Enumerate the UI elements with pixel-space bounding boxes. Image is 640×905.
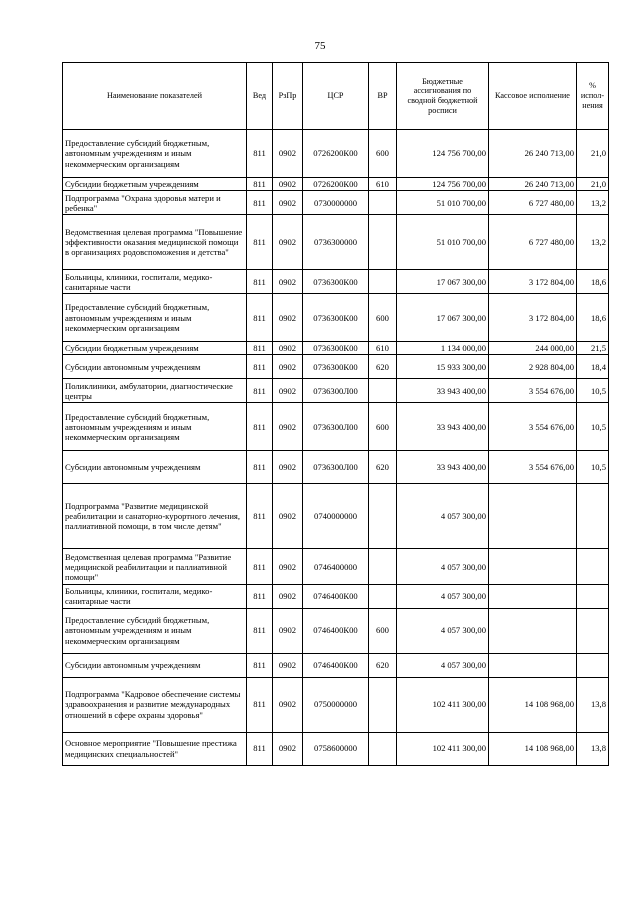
table-row xyxy=(63,342,609,355)
cell-name: Больницы, клиники, госпитали, медико-санитарные части xyxy=(63,270,247,294)
cell-name: Подпрограмма "Охрана здоровья матери и ребенка" xyxy=(63,191,247,215)
table-row xyxy=(63,355,609,379)
cell-csr: 0736300К00 xyxy=(303,355,369,379)
cell-rzpr: 0902 xyxy=(273,585,303,608)
cell-csr: 0746400К00 xyxy=(303,653,369,677)
cell-vr: 600 xyxy=(369,294,397,342)
cell-csr: 0746400000 xyxy=(303,549,369,585)
cell-vr: 620 xyxy=(369,451,397,484)
header-csr: ЦСР xyxy=(303,63,369,130)
header-vr: ВР xyxy=(369,63,397,130)
table-row xyxy=(63,270,609,294)
cell-name: Субсидии автономным учреждениям xyxy=(63,355,247,379)
table-row xyxy=(63,585,609,608)
cell-ved: 811 xyxy=(247,403,273,451)
cell-csr: 0736300Л00 xyxy=(303,403,369,451)
cell-cash xyxy=(489,608,577,653)
table-row xyxy=(63,191,609,215)
table-row xyxy=(63,484,609,549)
cell-vr xyxy=(369,379,397,403)
cell-pct: 21,0 xyxy=(577,130,609,178)
cell-rzpr: 0902 xyxy=(273,379,303,403)
cell-cash: 14 108 968,00 xyxy=(489,732,577,765)
cell-assign: 33 943 400,00 xyxy=(397,379,489,403)
cell-pct: 13,8 xyxy=(577,677,609,732)
cell-assign: 17 067 300,00 xyxy=(397,270,489,294)
cell-ved: 811 xyxy=(247,355,273,379)
cell-cash: 14 108 968,00 xyxy=(489,677,577,732)
cell-ved: 811 xyxy=(247,549,273,585)
header-ved: Вед xyxy=(247,63,273,130)
cell-cash: 2 928 804,00 xyxy=(489,355,577,379)
cell-rzpr: 0902 xyxy=(273,191,303,215)
cell-csr: 0736300К00 xyxy=(303,270,369,294)
cell-pct: 10,5 xyxy=(577,379,609,403)
page-number: 75 xyxy=(314,40,326,52)
cell-name: Подпрограмма "Развитие медицинской реабилитации и санаторно-курортного лечения, паллиативной помощи, в том числе детям" xyxy=(63,484,247,549)
cell-cash: 3 172 804,00 xyxy=(489,294,577,342)
cell-assign: 33 943 400,00 xyxy=(397,403,489,451)
cell-cash: 244 000,00 xyxy=(489,342,577,355)
cell-cash: 6 727 480,00 xyxy=(489,191,577,215)
cell-cash: 3 172 804,00 xyxy=(489,270,577,294)
cell-name: Предоставление субсидий бюджетным, автономным учреждениям и иным некоммерческим организациям xyxy=(63,403,247,451)
cell-pct: 18,4 xyxy=(577,355,609,379)
cell-ved: 811 xyxy=(247,451,273,484)
cell-vr xyxy=(369,677,397,732)
cell-cash: 26 240 713,00 xyxy=(489,130,577,178)
cell-rzpr: 0902 xyxy=(273,608,303,653)
cell-rzpr: 0902 xyxy=(273,130,303,178)
table-row xyxy=(63,677,609,732)
cell-name: Ведомственная целевая программа "Повышение эффективности оказания медицинской помощи в организациях родовспоможения и детства" xyxy=(63,215,247,270)
cell-pct: 18,6 xyxy=(577,270,609,294)
cell-cash xyxy=(489,549,577,585)
cell-assign: 1 134 000,00 xyxy=(397,342,489,355)
table-row xyxy=(63,379,609,403)
cell-csr: 0740000000 xyxy=(303,484,369,549)
cell-ved: 811 xyxy=(247,585,273,608)
cell-ved: 811 xyxy=(247,130,273,178)
cell-ved: 811 xyxy=(247,191,273,215)
cell-rzpr: 0902 xyxy=(273,178,303,191)
cell-rzpr: 0902 xyxy=(273,270,303,294)
cell-csr: 0750000000 xyxy=(303,677,369,732)
table-row xyxy=(63,403,609,451)
cell-assign: 33 943 400,00 xyxy=(397,451,489,484)
cell-cash xyxy=(489,585,577,608)
cell-rzpr: 0902 xyxy=(273,451,303,484)
table-body xyxy=(63,130,609,766)
cell-name: Предоставление субсидий бюджетным, автономным учреждениям и иным некоммерческим организациям xyxy=(63,130,247,178)
cell-vr: 610 xyxy=(369,178,397,191)
cell-pct: 10,5 xyxy=(577,451,609,484)
cell-vr xyxy=(369,270,397,294)
header-row xyxy=(63,63,609,130)
table-row xyxy=(63,608,609,653)
cell-rzpr: 0902 xyxy=(273,653,303,677)
cell-vr xyxy=(369,484,397,549)
budget-table xyxy=(62,62,609,766)
cell-rzpr: 0902 xyxy=(273,294,303,342)
cell-name: Ведомственная целевая программа "Развитие медицинской реабилитации и паллиативной помощи" xyxy=(63,549,247,585)
cell-assign: 4 057 300,00 xyxy=(397,653,489,677)
cell-rzpr: 0902 xyxy=(273,215,303,270)
table-row xyxy=(63,732,609,765)
table-row xyxy=(63,178,609,191)
cell-csr: 0726200К00 xyxy=(303,130,369,178)
cell-csr: 0736300Л00 xyxy=(303,379,369,403)
table-row xyxy=(63,549,609,585)
header-name: Наименование показателей xyxy=(63,63,247,130)
cell-ved: 811 xyxy=(247,215,273,270)
cell-rzpr: 0902 xyxy=(273,355,303,379)
cell-assign: 15 933 300,00 xyxy=(397,355,489,379)
cell-pct: 10,5 xyxy=(577,403,609,451)
cell-rzpr: 0902 xyxy=(273,732,303,765)
cell-csr: 0746400К00 xyxy=(303,585,369,608)
cell-vr xyxy=(369,215,397,270)
cell-assign: 17 067 300,00 xyxy=(397,294,489,342)
cell-pct: 13,2 xyxy=(577,191,609,215)
table-row xyxy=(63,653,609,677)
header-assignments: Бюджетные ассигнования по сводной бюджетной росписи xyxy=(397,63,489,130)
cell-assign: 4 057 300,00 xyxy=(397,549,489,585)
cell-cash: 3 554 676,00 xyxy=(489,379,577,403)
cell-ved: 811 xyxy=(247,178,273,191)
cell-pct: 21,0 xyxy=(577,178,609,191)
cell-assign: 102 411 300,00 xyxy=(397,677,489,732)
cell-pct: 18,6 xyxy=(577,294,609,342)
cell-ved: 811 xyxy=(247,608,273,653)
cell-ved: 811 xyxy=(247,270,273,294)
cell-cash: 6 727 480,00 xyxy=(489,215,577,270)
cell-cash xyxy=(489,484,577,549)
cell-name: Субсидии автономным учреждениям xyxy=(63,653,247,677)
cell-csr: 0736300К00 xyxy=(303,294,369,342)
cell-assign: 124 756 700,00 xyxy=(397,178,489,191)
cell-csr: 0730000000 xyxy=(303,191,369,215)
cell-name: Предоставление субсидий бюджетным, автономным учреждениям и иным некоммерческим организациям xyxy=(63,294,247,342)
cell-ved: 811 xyxy=(247,342,273,355)
cell-name: Субсидии бюджетным учреждениям xyxy=(63,342,247,355)
cell-assign: 51 010 700,00 xyxy=(397,215,489,270)
cell-pct xyxy=(577,608,609,653)
cell-ved: 811 xyxy=(247,379,273,403)
cell-pct xyxy=(577,653,609,677)
cell-ved: 811 xyxy=(247,294,273,342)
table-row xyxy=(63,451,609,484)
cell-name: Подпрограмма "Кадровое обеспечение системы здравоохранения и развитие международных отношений в сфере охраны здоровья" xyxy=(63,677,247,732)
cell-name: Больницы, клиники, госпитали, медико-санитарные части xyxy=(63,585,247,608)
cell-assign: 4 057 300,00 xyxy=(397,585,489,608)
cell-cash: 3 554 676,00 xyxy=(489,451,577,484)
cell-cash: 3 554 676,00 xyxy=(489,403,577,451)
cell-assign: 102 411 300,00 xyxy=(397,732,489,765)
cell-vr: 620 xyxy=(369,653,397,677)
cell-csr: 0736300Л00 xyxy=(303,451,369,484)
cell-csr: 0736300К00 xyxy=(303,342,369,355)
cell-cash xyxy=(489,653,577,677)
cell-vr: 600 xyxy=(369,608,397,653)
cell-name: Субсидии бюджетным учреждениям xyxy=(63,178,247,191)
cell-ved: 811 xyxy=(247,732,273,765)
cell-csr: 0726200К00 xyxy=(303,178,369,191)
table-row xyxy=(63,294,609,342)
cell-rzpr: 0902 xyxy=(273,342,303,355)
table-row xyxy=(63,130,609,178)
cell-vr xyxy=(369,732,397,765)
cell-name: Поликлиники, амбулатории, диагностические центры xyxy=(63,379,247,403)
table-row xyxy=(63,215,609,270)
header-cash-execution: Кассовое исполнение xyxy=(489,63,577,130)
cell-csr: 0736300000 xyxy=(303,215,369,270)
cell-rzpr: 0902 xyxy=(273,403,303,451)
cell-vr: 620 xyxy=(369,355,397,379)
cell-vr xyxy=(369,191,397,215)
cell-vr xyxy=(369,585,397,608)
cell-csr: 0758600000 xyxy=(303,732,369,765)
cell-rzpr: 0902 xyxy=(273,549,303,585)
header-execution-percent: % испол-нения xyxy=(577,63,609,130)
cell-pct: 13,8 xyxy=(577,732,609,765)
cell-pct xyxy=(577,585,609,608)
cell-pct xyxy=(577,484,609,549)
cell-name: Основное мероприятие "Повышение престижа медицинских специальностей" xyxy=(63,732,247,765)
cell-assign: 124 756 700,00 xyxy=(397,130,489,178)
cell-ved: 811 xyxy=(247,484,273,549)
cell-ved: 811 xyxy=(247,653,273,677)
cell-assign: 4 057 300,00 xyxy=(397,608,489,653)
cell-assign: 51 010 700,00 xyxy=(397,191,489,215)
cell-csr: 0746400К00 xyxy=(303,608,369,653)
cell-rzpr: 0902 xyxy=(273,484,303,549)
header-rzpr: РзПр xyxy=(273,63,303,130)
cell-pct: 13,2 xyxy=(577,215,609,270)
cell-pct xyxy=(577,549,609,585)
cell-assign: 4 057 300,00 xyxy=(397,484,489,549)
cell-name: Субсидии автономным учреждениям xyxy=(63,451,247,484)
cell-name: Предоставление субсидий бюджетным, автономным учреждениям и иным некоммерческим организациям xyxy=(63,608,247,653)
cell-pct: 21,5 xyxy=(577,342,609,355)
cell-ved: 811 xyxy=(247,677,273,732)
cell-cash: 26 240 713,00 xyxy=(489,178,577,191)
cell-rzpr: 0902 xyxy=(273,677,303,732)
cell-vr: 600 xyxy=(369,403,397,451)
cell-vr: 600 xyxy=(369,130,397,178)
cell-vr: 610 xyxy=(369,342,397,355)
cell-vr xyxy=(369,549,397,585)
